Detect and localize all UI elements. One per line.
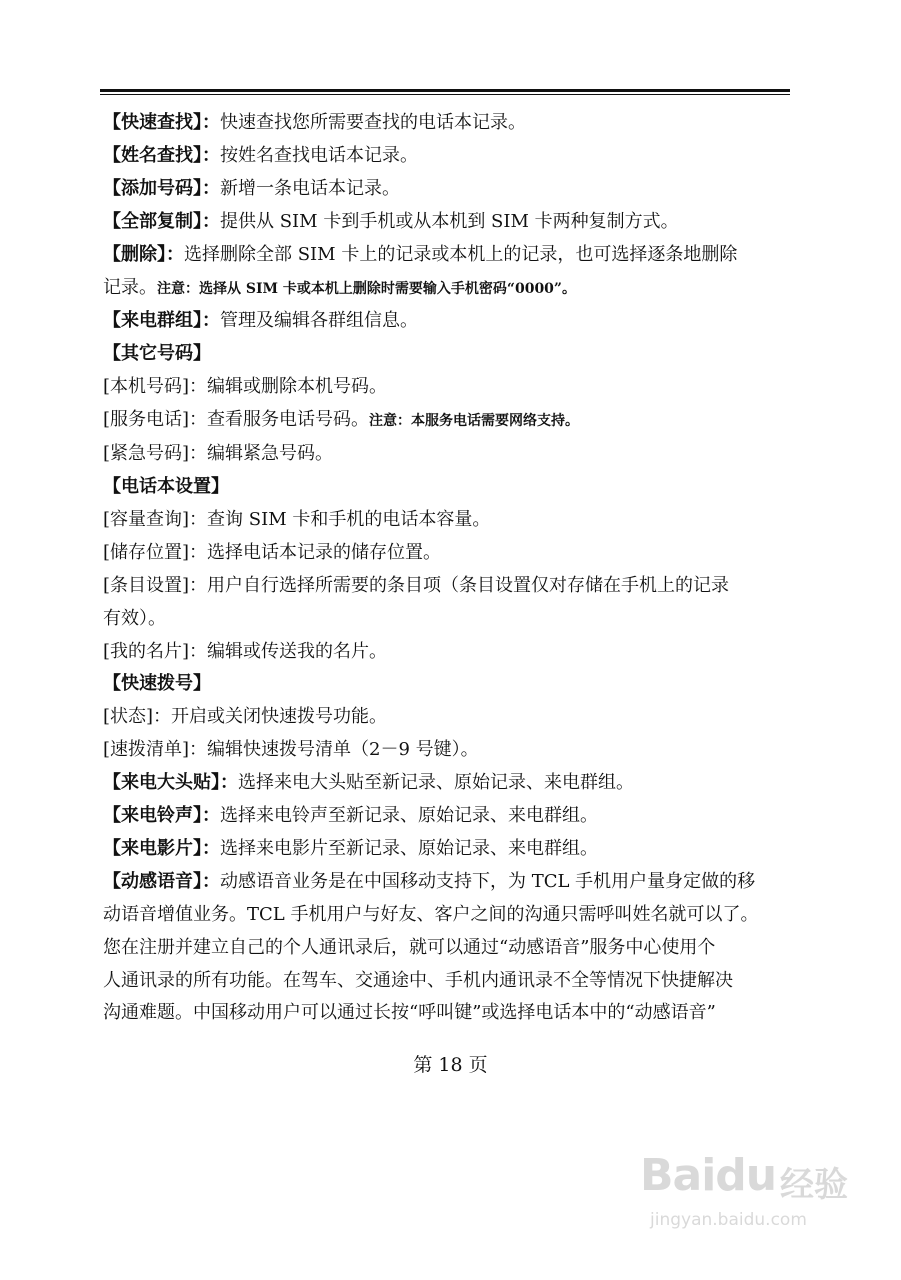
line-text: 选择删除全部 SIM 卡上的记录或本机上的记录，也可选择逐条地删除 (184, 243, 738, 265)
text-line (103, 734, 789, 767)
text-line (103, 272, 789, 306)
bold-heading: 【快速拨号】 (103, 673, 211, 695)
watermark-logo: Baidu (640, 1150, 777, 1201)
text-line (103, 338, 789, 371)
line-text: 提供从 SIM 卡到手机或从本机到 SIM 卡两种复制方式。 (220, 210, 679, 232)
text-line (103, 833, 789, 866)
line-text: 动感语音业务是在中国移动支持下，为 TCL 手机用户量身定做的移 (220, 870, 756, 892)
line-text: [储存位置]：选择电话本记录的储存位置。 (103, 541, 442, 563)
line-text: 新增一条电话本记录。 (220, 177, 400, 199)
bold-heading: 【来电影片】： (103, 837, 220, 859)
text-line (103, 767, 789, 800)
line-text: 沟通难题。中国移动用户可以通过长按“呼叫键”或选择电话本中的“动感语音” (103, 1002, 716, 1024)
bold-heading: 【全部复制】： (103, 210, 220, 232)
line-text: 有效）。 (103, 607, 166, 629)
header-rule-thin (100, 94, 790, 95)
text-line (103, 899, 789, 932)
bold-heading: 【其它号码】 (103, 343, 211, 365)
text-line (103, 636, 789, 669)
text-line (103, 800, 789, 833)
text-line (103, 603, 789, 636)
text-line (103, 997, 789, 1030)
line-text: 记录。 (103, 276, 157, 298)
baidu-jingyan-watermark (640, 1135, 870, 1255)
bold-heading: 【删除】： (103, 243, 184, 265)
line-text: [条目设置]：用户自行选择所需要的条目项（条目设置仅对存储在手机上的记录 (103, 574, 730, 596)
line-text: 选择来电影片至新记录、原始记录、来电群组。 (220, 837, 598, 859)
bold-heading: 【来电大头贴】： (103, 772, 238, 794)
bold-heading: 【姓名查找】： (103, 144, 220, 166)
line-text: [紧急号码]：编辑紧急号码。 (103, 443, 334, 465)
line-text: [我的名片]：编辑或传送我的名片。 (103, 640, 388, 662)
text-line (103, 965, 789, 998)
note-text: 注意：选择从 SIM 卡或本机上删除时需要输入手机密码“0000”。 (157, 280, 576, 297)
text-line (103, 404, 789, 438)
line-text: [服务电话]：查看服务电话号码。 (103, 409, 370, 431)
header-rule (100, 89, 790, 92)
line-text: [速拨清单]：编辑快速拨号清单（2－9 号键）。 (103, 739, 479, 761)
line-text: [容量查询]：查询 SIM 卡和手机的电话本容量。 (103, 508, 491, 530)
text-line (103, 239, 789, 272)
watermark-url: jingyan.baidu.com (650, 1210, 807, 1230)
watermark-jingyan: 经验 (780, 1165, 848, 1205)
text-line (103, 140, 789, 173)
text-line (103, 668, 789, 701)
line-text: 选择来电大头贴至新记录、原始记录、来电群组。 (238, 772, 634, 794)
line-text: [状态]：开启或关闭快速拨号功能。 (103, 706, 388, 728)
text-line (103, 438, 789, 471)
bold-heading: 【添加号码】： (103, 177, 220, 199)
line-text: 人通讯录的所有功能。在驾车、交通途中、手机内通讯录不全等情况下快捷解决 (103, 969, 733, 991)
page-body (103, 107, 789, 1030)
page-number: 第 18 页 (413, 1054, 488, 1076)
bold-heading: 【来电铃声】： (103, 805, 220, 827)
text-line (103, 206, 789, 239)
line-text: 按姓名查找电话本记录。 (220, 144, 418, 166)
text-line (103, 866, 789, 899)
text-line (103, 471, 789, 504)
text-line (103, 371, 789, 404)
line-text: 选择来电铃声至新记录、原始记录、来电群组。 (220, 805, 598, 827)
bold-heading: 【电话本设置】 (103, 475, 229, 497)
text-line (103, 537, 789, 570)
bold-heading: 【快速查找】： (103, 112, 220, 133)
text-line (103, 570, 789, 603)
line-text: 快速查找您所需要查找的电话本记录。 (220, 112, 526, 133)
note-text: 注意：本服务电话需要网络支持。 (369, 413, 580, 430)
text-line (103, 932, 789, 965)
text-line (103, 305, 789, 338)
text-line (103, 504, 789, 537)
bold-heading: 【动感语音】： (103, 870, 220, 892)
text-line (103, 701, 789, 734)
text-line (103, 107, 789, 140)
line-text: 您在注册并建立自己的个人通讯录后，就可以通过“动感语音”服务中心使用个 (103, 936, 716, 958)
line-text: 管理及编辑各群组信息。 (220, 310, 418, 332)
bold-heading: 【来电群组】： (103, 310, 220, 332)
text-line (103, 173, 789, 206)
line-text: 动语音增值业务。TCL 手机用户与好友、客户之间的沟通只需呼叫姓名就可以了。 (103, 903, 759, 925)
line-text: [本机号码]：编辑或删除本机号码。 (103, 376, 388, 398)
